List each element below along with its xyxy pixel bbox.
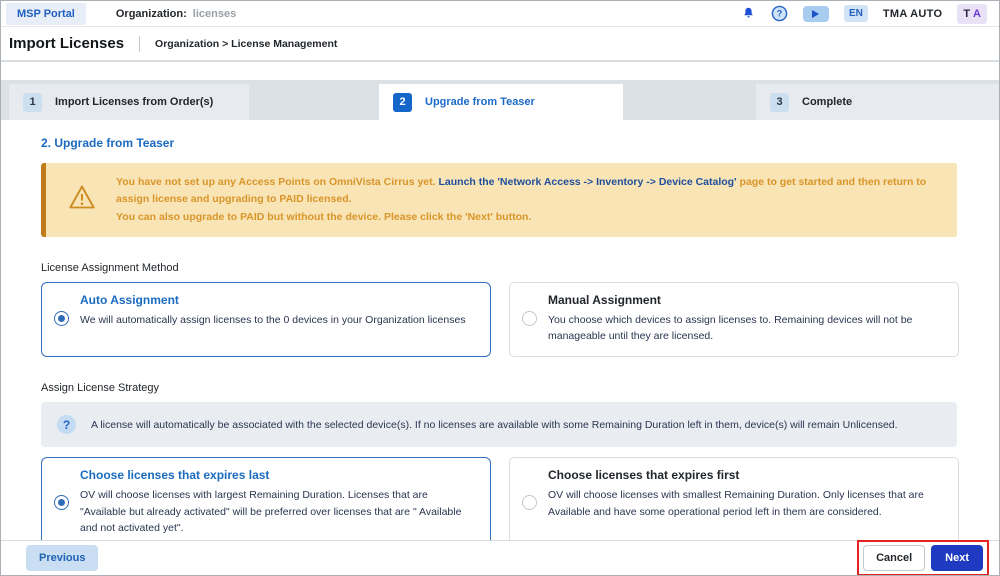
avatar[interactable] — [957, 4, 987, 24]
auto-assignment-title: Auto Assignment — [80, 292, 179, 307]
play-icon[interactable] — [803, 6, 829, 22]
manual-assignment-card[interactable] — [509, 282, 959, 358]
step-1-label: Import Licenses from Order(s) — [55, 96, 214, 108]
expires-last-card[interactable] — [41, 457, 491, 549]
warning-line2: You can also upgrade to PAID but without the device. Please click the 'Next' button. — [116, 210, 532, 223]
expires-first-card[interactable] — [509, 457, 959, 549]
expires-last-desc: OV will choose licenses with largest Remaining Duration. Licenses that are "Available but already activated" will be preferred over licenses that are " Available and not activated yet". — [80, 489, 462, 534]
section-title: 2. Upgrade from Teaser — [41, 136, 175, 150]
warning-triangle-icon — [68, 184, 96, 215]
page-header — [1, 27, 999, 62]
red-annotation-box — [857, 540, 989, 576]
device-catalog-link[interactable]: Launch the 'Network Access -> Inventory -> Device Catalog' — [438, 176, 737, 188]
organization-label: Organization: — [115, 7, 187, 20]
tab-import-licenses-from-orders[interactable] — [9, 84, 249, 120]
strategy-options — [41, 457, 957, 549]
top-bar — [1, 1, 999, 27]
main-content — [1, 136, 999, 549]
next-button[interactable]: Next — [931, 545, 983, 571]
assign-license-strategy-label: Assign License Strategy — [41, 382, 160, 395]
step-1-badge: 1 — [23, 93, 42, 112]
strategy-info-banner — [41, 402, 957, 447]
language-badge[interactable]: EN — [844, 5, 868, 22]
wizard-steps — [1, 80, 999, 120]
bell-icon[interactable] — [741, 6, 756, 22]
tab-upgrade-from-teaser[interactable] — [379, 84, 623, 120]
header-divider — [139, 36, 140, 52]
expires-last-content — [80, 468, 476, 536]
expires-first-content — [548, 468, 944, 536]
warning-text-after: page to get started and then return to assign license and upgrading to PAID licensed. — [116, 176, 927, 206]
page-title: Import Licenses — [9, 35, 125, 52]
manual-assignment-title: Manual Assignment — [548, 292, 661, 307]
warning-text-before: You have not set up any Access Points on OmniVista Cirrus yet. — [116, 176, 439, 188]
cancel-button[interactable]: Cancel — [863, 545, 925, 571]
manual-assignment-content — [548, 293, 944, 345]
auto-assignment-desc: We will automatically assign licenses to the 0 devices in your Organization licenses — [80, 313, 466, 326]
auto-assignment-card[interactable] — [41, 282, 491, 358]
account-name: TMA AUTO — [882, 7, 943, 20]
breadcrumb: Organization > License Management — [155, 37, 338, 50]
footer-bar — [1, 540, 999, 575]
previous-button[interactable]: Previous — [26, 545, 98, 571]
step-2-badge: 2 — [393, 93, 412, 112]
warning-banner — [41, 163, 957, 237]
strategy-info-text: A license will automatically be associated with the selected device(s). If no licenses are available with some Remaining Duration left in them, device(s) will remain Unlicensed. — [91, 418, 898, 431]
top-bar-actions — [741, 4, 987, 24]
expires-last-radio[interactable] — [54, 495, 69, 510]
msp-portal-tab[interactable]: MSP Portal — [6, 3, 86, 25]
step-3-label: Complete — [802, 96, 853, 108]
step-2-label: Upgrade from Teaser — [425, 96, 535, 108]
question-circle-icon: ? — [57, 415, 76, 434]
expires-first-desc: OV will choose licenses with smallest Remaining Duration. Only licenses that are Available and have some operational period left in them are considered. — [548, 489, 924, 518]
tab-complete[interactable] — [756, 84, 999, 120]
organization-value[interactable]: licenses — [192, 7, 237, 20]
avatar-initial-2: A — [973, 7, 981, 20]
step-3-badge: 3 — [770, 93, 789, 112]
auto-assignment-radio[interactable] — [54, 311, 69, 326]
help-icon[interactable] — [771, 5, 788, 22]
svg-text:?: ? — [776, 8, 783, 19]
warning-text — [116, 174, 939, 226]
manual-assignment-radio[interactable] — [522, 311, 537, 326]
manual-assignment-desc: You choose which devices to assign licenses to. Remaining devices will not be manageable until they are licensed. — [548, 313, 913, 343]
auto-assignment-content — [80, 293, 466, 345]
avatar-initial-1: T — [963, 7, 971, 20]
expires-last-title: Choose licenses that expires last — [80, 468, 270, 483]
expires-first-radio[interactable] — [522, 495, 537, 510]
expires-first-title: Choose licenses that expires first — [548, 468, 740, 483]
assignment-options — [41, 282, 957, 358]
license-assignment-method-label: License Assignment Method — [41, 261, 179, 274]
